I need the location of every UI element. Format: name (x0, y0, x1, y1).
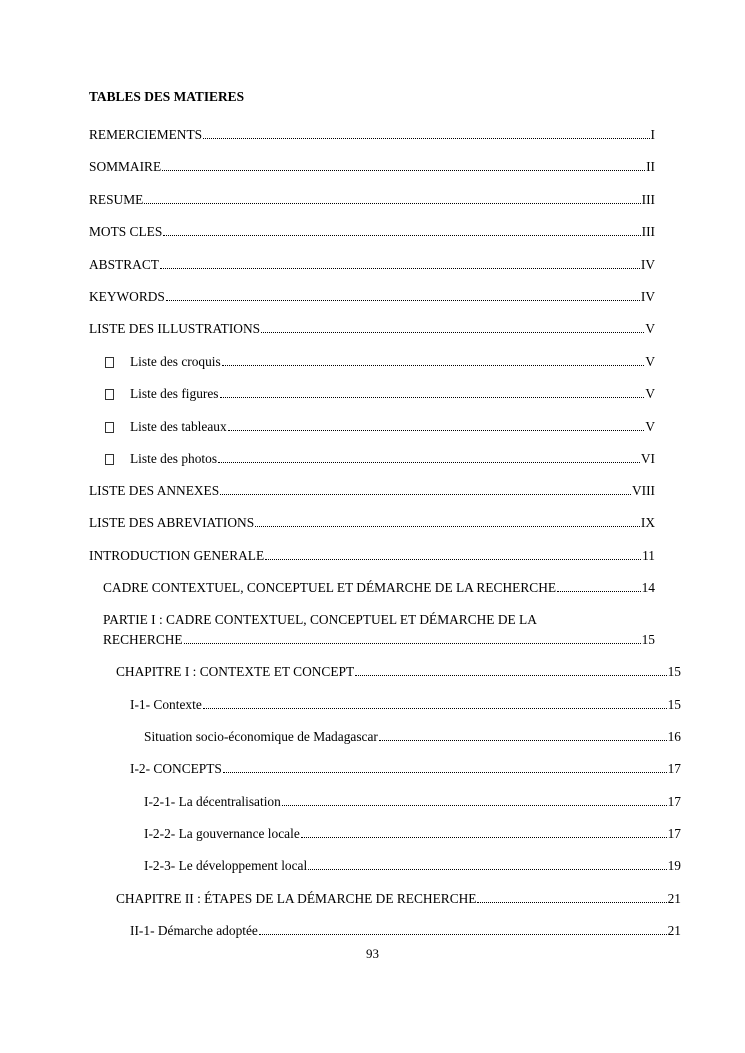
dot-leader (144, 203, 640, 204)
toc-entry-partie-1[interactable] (103, 632, 655, 648)
toc-page: 15 (667, 697, 681, 712)
toc-page: 11 (642, 548, 655, 563)
toc-page: 17 (667, 761, 681, 776)
toc-entry-introduction-generale[interactable] (89, 548, 655, 564)
dot-leader (220, 494, 631, 495)
dot-leader (477, 902, 666, 903)
toc-label: RECHERCHE (103, 632, 183, 647)
toc-entry-cadre-contextuel[interactable] (103, 580, 655, 596)
toc-page: IV (640, 289, 655, 304)
dot-leader (228, 430, 645, 431)
toc-page: 14 (641, 580, 655, 595)
toc-page: 17 (667, 826, 681, 841)
toc-label: KEYWORDS (89, 289, 165, 304)
bullet-icon (105, 389, 114, 400)
toc-page: 15 (667, 664, 681, 679)
dot-leader (203, 138, 649, 139)
toc-label: LISTE DES ANNEXES (89, 483, 220, 498)
dot-leader (355, 675, 666, 676)
toc-label: II-1- Démarche adoptée (130, 923, 258, 938)
toc-entry-remerciements[interactable] (89, 127, 655, 143)
toc-label: I-2-3- Le développement local (144, 858, 308, 873)
toc-entry-abstract[interactable] (89, 257, 655, 273)
toc-page: 21 (667, 891, 681, 906)
toc-page: IX (640, 515, 655, 530)
toc-label: RESUME (89, 192, 144, 207)
toc-entry-mots-cles[interactable] (89, 224, 655, 240)
dot-leader (220, 397, 645, 398)
toc-entry-liste-tableaux[interactable] (130, 419, 655, 435)
toc-label: Liste des photos (130, 451, 218, 466)
bullet-icon (105, 454, 114, 465)
toc-page: V (645, 386, 655, 401)
toc-entry-sommaire[interactable] (89, 159, 655, 175)
dot-leader (160, 268, 640, 269)
toc-entry-liste-croquis[interactable] (130, 354, 655, 370)
toc-page: 19 (667, 858, 681, 873)
toc-entry-i-1-contexte[interactable] (130, 697, 681, 713)
toc-page: V (645, 354, 655, 369)
toc-page: VI (640, 451, 655, 466)
toc-entry-chapitre-2[interactable] (116, 891, 681, 907)
dot-leader (301, 837, 667, 838)
dot-leader (163, 235, 640, 236)
toc-page: II (646, 159, 655, 174)
dot-leader (222, 365, 645, 366)
toc-entry-liste-abreviations[interactable] (89, 515, 655, 531)
toc-label: Situation socio-économique de Madagascar (144, 729, 378, 744)
toc-label: CHAPITRE II : ÉTAPES DE LA DÉMARCHE DE RECHERCHE (116, 891, 477, 906)
dot-leader (218, 462, 640, 463)
toc-label: SOMMAIRE (89, 159, 162, 174)
dot-leader (166, 300, 640, 301)
toc-label: MOTS CLES (89, 224, 163, 239)
toc-label: Liste des croquis (130, 354, 221, 369)
page-number: 93 (366, 946, 379, 961)
toc-label: I-2- CONCEPTS (130, 761, 222, 776)
toc-label: LISTE DES ABREVIATIONS (89, 515, 255, 530)
bullet-icon (105, 357, 114, 368)
toc-label: INTRODUCTION GENERALE (89, 548, 265, 563)
toc-label: I-2-1- La décentralisation (144, 794, 281, 809)
dot-leader (162, 170, 645, 171)
toc-label: REMERCIEMENTS (89, 127, 203, 142)
toc-label: LISTE DES ILLUSTRATIONS (89, 321, 261, 336)
dot-leader (265, 559, 641, 560)
toc-page: 15 (641, 632, 655, 647)
toc-entry-ii-1-demarche-adoptee[interactable] (130, 923, 681, 939)
toc-label: I-1- Contexte (130, 697, 202, 712)
toc-page: IV (640, 257, 655, 272)
toc-page: V (645, 419, 655, 434)
dot-leader (308, 869, 666, 870)
toc-label: Liste des figures (130, 386, 219, 401)
toc-entry-liste-figures[interactable] (130, 386, 655, 402)
bullet-icon (105, 422, 114, 433)
toc-page: 16 (667, 729, 681, 744)
toc-entry-resume[interactable] (89, 192, 655, 208)
dot-leader (557, 591, 641, 592)
dot-leader (379, 740, 667, 741)
toc-label: CHAPITRE I : CONTEXTE ET CONCEPT (116, 664, 355, 679)
toc-page: VIII (631, 483, 655, 498)
dot-leader (223, 772, 667, 773)
toc-entry-i-2-1-decentralisation[interactable] (144, 794, 681, 810)
toc-page: I (650, 127, 655, 142)
page-title: TABLES DES MATIERES (89, 89, 245, 104)
toc-entry-keywords[interactable] (89, 289, 655, 305)
toc-label: I-2-2- La gouvernance locale (144, 826, 300, 841)
toc-page: 17 (667, 794, 681, 809)
toc-entry-partie-1-line1[interactable]: PARTIE I : CADRE CONTEXTUEL, CONCEPTUEL ET DÉMARCHE DE LA (103, 612, 537, 627)
toc-entry-i-2-concepts[interactable] (130, 761, 681, 777)
toc-entry-i-2-2-gouvernance-locale[interactable] (144, 826, 681, 842)
toc-page: 21 (667, 923, 681, 938)
toc-entry-liste-annexes[interactable] (89, 483, 655, 499)
toc-entry-situation-socio-economique[interactable] (144, 729, 681, 745)
toc-entry-chapitre-1[interactable] (116, 664, 681, 680)
toc-page: III (641, 192, 655, 207)
toc-label: CADRE CONTEXTUEL, CONCEPTUEL ET DÉMARCHE DE LA RECHERCHE (103, 580, 557, 595)
toc-page: V (645, 321, 655, 336)
toc-entry-i-2-3-developpement-local[interactable] (144, 858, 681, 874)
dot-leader (282, 805, 667, 806)
dot-leader (255, 526, 640, 527)
toc-label: Liste des tableaux (130, 419, 227, 434)
dot-leader (203, 708, 667, 709)
dot-leader (261, 332, 644, 333)
toc-label: ABSTRACT (89, 257, 159, 272)
dot-leader (259, 934, 667, 935)
dot-leader (184, 643, 641, 644)
toc-entry-liste-illustrations[interactable] (89, 321, 655, 337)
toc-page: III (641, 224, 655, 239)
toc-entry-liste-photos[interactable] (130, 451, 655, 467)
